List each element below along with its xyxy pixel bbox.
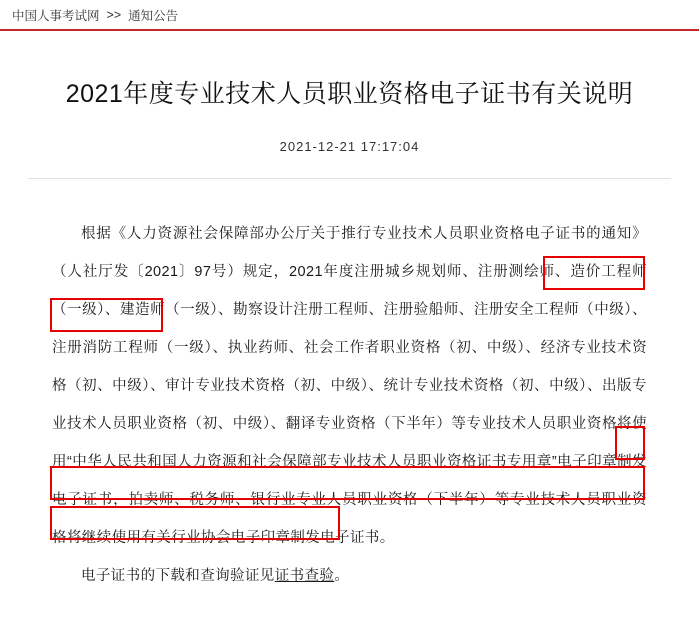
paragraph-2 (52, 557, 647, 595)
paragraph-1 (52, 215, 647, 557)
paragraph-2-suffix: 。 (334, 567, 350, 584)
breadcrumb (0, 0, 699, 31)
paragraph-1-part-1: 根据《人力资源社会保障部办公厅关于推行专业技术人员职业资格电子证书的通知》（人社厅发〔2021〕97号）规定，2021年度注册城乡规划师、注册测绘师、造价工程师（一级）、建造师（一级）、勘察设计注册工程师、注册验船师、注册安全工程师（中级）、注册消防工程师（一级）、执业药师、社会工作者职业资格（初、中级）、经济专业技术资格（初、中级）、审计专业技术资格（初、中级）、统计专业技术资格（初、中级）、出版专业技术人员职业资格（初、中级）、翻译专业资格（下半年）等专业技术人员职业资格将使用“中华人民共和国人力资源和社会保障部专业技术人员职业资格证书专用章”电子印章制发电子证书 (52, 225, 647, 508)
page-title: 2021年度专业技术人员职业资格电子证书有关说明 (65, 80, 634, 108)
header-divider (28, 178, 671, 179)
breadcrumb-item-home[interactable]: 中国人事考试网 (12, 8, 100, 23)
article-container (0, 78, 699, 595)
paragraph-1-part-2: ，拍卖师、税务师、银行业专业人员职业资格（下半年）等专业技术人员职业资格将继续使用有关行业协会电子印章制发电子证书。 (52, 491, 647, 546)
paragraph-2-prefix: 电子证书的下载和查询验证见 (81, 567, 275, 584)
publish-date: 2021-12-21 17:17:04 (279, 138, 420, 154)
certificate-verify-link[interactable]: 证书查验 (274, 567, 335, 584)
article-body (28, 215, 671, 595)
breadcrumb-item-current: 通知公告 (128, 8, 179, 23)
breadcrumb-separator-icon: >> (106, 7, 122, 22)
